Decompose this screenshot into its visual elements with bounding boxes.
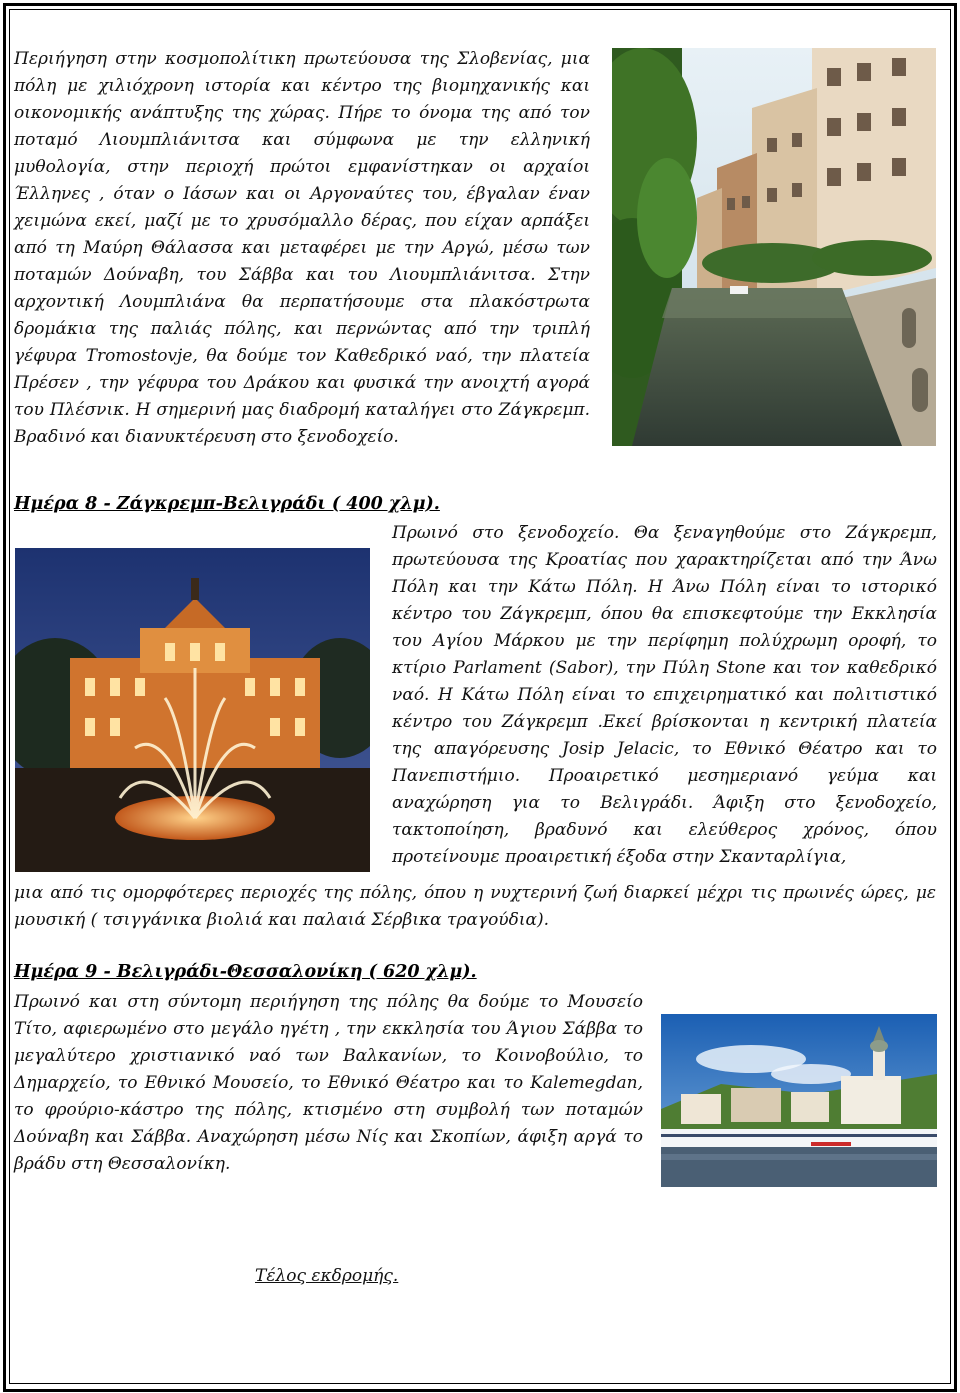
- ljubljana-river-photo: [612, 48, 936, 446]
- ljubljana-paragraph: Περιήγηση στην κοσμοπολίτικη πρωτεύουσα της Σλοβενίας, μια πόλη με χιλιόχρονη ιστορία και κέντρο της βιομηχανικής και οικονομικής ανάπτυξης της χώρας. Πήρε το όνομα της από τον ποταμό Λιουμπλιάνιτσα και σύμφωνα με την ελληνική μυθολογία, στην περιοχή πρώτοι εμφανίστηκαν οι αρχαίοι Έλληνες , όταν ο Ιάσων και οι Αργοναύτες του, έβγαλαν έναν χειμώνα εκεί, μαζί με το χρυσόμαλλο δέρας, που είχαν αρπάξει από τη Μαύρη Θάλασσα και μεταφέρει με την Αργώ, μέσω των ποταμών Δούναβη, του Σάββα και του Λιουμπλιάνιτσα. Στην αρχοντική Λουμπλιάνα θα περπατήσουμε στα πλακόστρωτα δρομάκια της παλιάς πόλης, και περνώντας από την τριπλή γέφυρα Tromostovje, θα δούμε τον Καθεδρικό ναό, την πλατεία Πρέσεν , την γέφυρα του Δράκου και φυσικά την ανοιχτή αγορά του Πλέσνικ. Η σημερινή μας διαδρομή καταλήγει στο Ζάγκρεμπ. Βραδινό και διανυκτέρευση στο ξενοδοχείο.: [14, 49, 590, 447]
- day9-paragraph: Πρωινό και στη σύντομη περιήγηση της πόλης θα δούμε το Μουσείο Τίτο, αφιερωμένο στο μεγάλο ηγέτη , την εκκλησία του Άγιου Σάββα το μεγαλύτερο χριστιανικό ναό των Βαλκανίων, το Κοινοβούλιο, το Δημαρχείο, το Εθνικό Μουσείο, το Εθνικό Θέατρο και το Kalemegdan, το φρούριο-κάστρο της πόλης, κτισμένο στη συμβολή των ποταμών Δούναβη και Σάββα. Αναχώρηση μέσω Νίς και Σκοπίων, άφιξη αργά το βράδυ στη Θεσσαλονίκη.: [14, 992, 643, 1174]
- day8-paragraph-side: Πρωινό στο ξενοδοχείο. Θα ξεναγηθούμε στο Ζάγκρεμπ, πρωτεύουσα της Κροατίας που χαρακτηρίζεται από την Άνω Πόλη και την Κάτω Πόλη. Η Άνω Πόλη είναι το ιστορικό κέντρο του Ζάγκρεμπ, όπου θα επισκεφτούμε την Εκκλησία του Αγίου Μάρκου με την περίφημη πολύχρωμη οροφή, το κτίριο Parlament (Sabor), την Πύλη Stone και τον καθεδρικό ναό. Η Κάτω Πόλη είναι το επιχειρηματικό και πολιτιστικό κέντρο του Ζάγκρεμπ .Εκεί βρίσκονται η κεντρική πλατεία της απαγόρευσης Josip Jelacic, το Εθνικό Θέατρο και το Πανεπιστήμιο. Προαιρετικό μεσημεριανό γεύμα και αναχώρηση για το Βελιγράδι. Άφιξη στο ξενοδοχείο, τακτοποίηση, βραδυνό και ελεύθερος χρόνος, όπου προτείνουμε προαιρετική έξοδα στην Σκανταρλίγια,: [392, 523, 937, 867]
- belgrade-riverfront-photo: [661, 1014, 937, 1187]
- day8-heading: Ημέρα 8 - Ζάγκρεμπ-Βελιγράδι ( 400 χλμ).: [14, 494, 440, 514]
- zagreb-fountain-photo: [15, 548, 370, 872]
- day9-heading: Ημέρα 9 - Βελιγράδι-Θεσσαλονίκη ( 620 χλμ).: [14, 962, 477, 982]
- day8-paragraph-full: μια από τις ομορφότερες περιοχές της πόλης, όπου η νυχτερινή ζωή διαρκεί μέχρι τις πρωινές ώρες, με μουσική ( τσιγγάνικα βιολιά και παλαιά Σέρβικα τραγούδια).: [14, 883, 936, 930]
- end-of-tour-text: Τέλος εκδρομής.: [255, 1266, 399, 1286]
